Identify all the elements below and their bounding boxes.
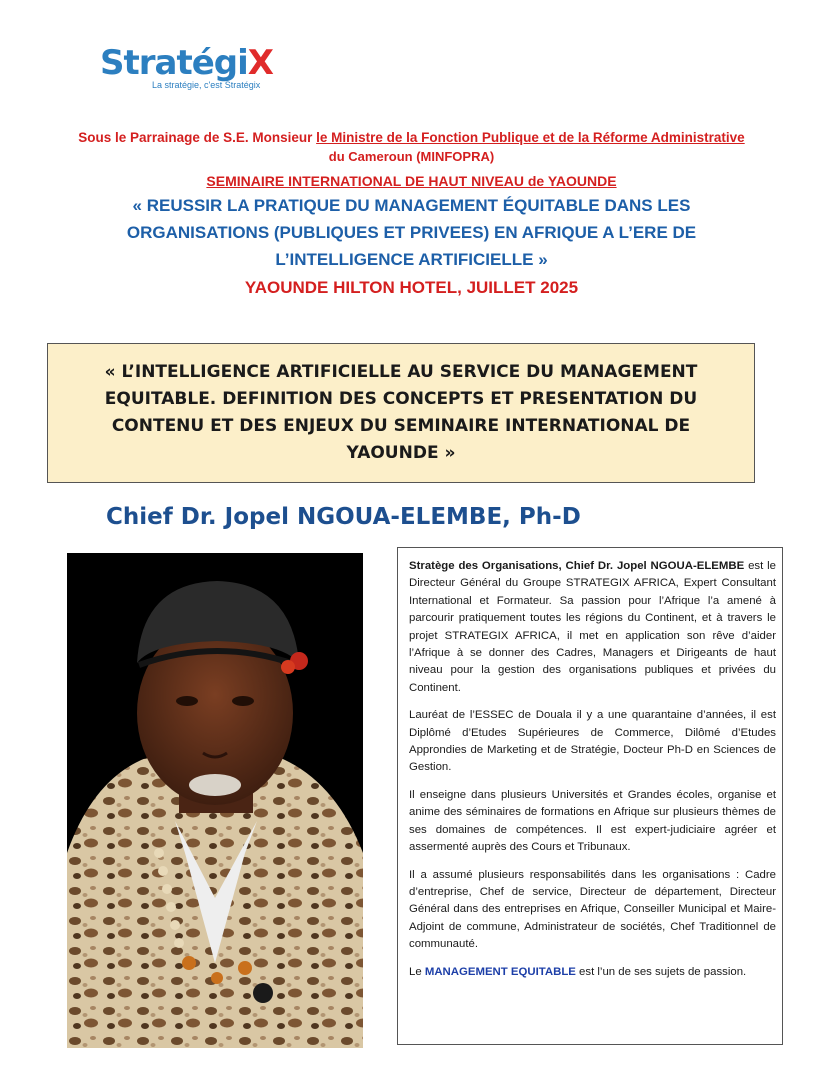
portrait-illustration (67, 553, 363, 1048)
bio-lead: Stratège des Organisations, Chief Dr. Jopel NGOUA-ELEMBE (409, 560, 745, 572)
logo-tagline: La stratégie, c'est Stratégix (152, 80, 261, 90)
seminar-title: SEMINAIRE INTERNATIONAL DE HAUT NIVEAU de YAOUNDE (206, 173, 617, 189)
bio-text: est l’un de ses sujets de passion. (575, 965, 747, 978)
patronage-country: du Cameroun (MINFOPRA) (328, 149, 495, 164)
theme-line: ORGANISATIONS (PUBLIQUES ET PRIVEES) EN AFRIQUE A L’ERE DE (126, 223, 697, 242)
speaker-name: Chief Dr. Jopel NGOUA-ELEMBE, Ph-D (106, 504, 581, 530)
topic-box (47, 343, 755, 483)
event-header (0, 128, 823, 301)
patronage-ministry: le Ministre de la Fonction Publique et de la Réforme Administrative (316, 130, 745, 145)
bio-text: est le Directeur Général du Groupe STRATEGIX AFRICA, Expert Consultant International et Formateur. Sa passion pour l’Afrique l’a amené à parcourir pratiquement toutes les régions du Continent, et à travers le projet STRATEGIX AFRICA, il met en application son rêve d’aider l’Afrique à se donner des Cadres, Managers et Dirigeants de haut niveau pour la gestion des organisations publiques et privées du Continent. (409, 560, 777, 694)
logo-wordmark (100, 44, 280, 82)
topic-line: « L’INTELLIGENCE ARTIFICIELLE AU SERVICE DU MANAGEMENT (104, 362, 698, 382)
bio-paragraph: Il enseigne dans plusieurs Universités et Grandes écoles, organise et anime des séminaires de formations en Afrique sur plusieurs thèmes de ses domaines de compétences. Il est expert-judiciaire agréer et assermenté auprès des Cours et Tribunaux. (409, 788, 776, 854)
topic-line: EQUITABLE. DEFINITION DES CONCEPTS ET PRESENTATION DU (104, 389, 698, 409)
venue-date: YAOUNDE HILTON HOTEL, JUILLET 2025 (244, 278, 579, 297)
topic-line: CONTENU ET DES ENJEUX DU SEMINAIRE INTERNATIONAL DE (111, 416, 691, 436)
theme-line: « REUSSIR LA PRATIQUE DU MANAGEMENT ÉQUITABLE DANS LES (132, 196, 691, 215)
logo-name-x: X (247, 43, 273, 83)
speaker-portrait (67, 553, 363, 1048)
topic-line: YAOUNDE » (346, 443, 456, 463)
bio-text: Le (409, 965, 425, 978)
patronage-line (0, 128, 823, 148)
bio-paragraph: Lauréat de l’ESSEC de Douala il y a une quarantaine d’années, il est Diplômé d’Etudes Supérieures de Commerce, Dilômé d’Etudes Approndies de Marketing et de Stratégie, Docteur Ph-D en Sciences de Gestion. (409, 709, 776, 774)
bio-highlight: MANAGEMENT EQUITABLE (424, 965, 576, 978)
speaker-bio (397, 547, 783, 1045)
bio-paragraph: Il a assumé plusieurs responsabilités dans les organisations : Cadre d’entreprise, Chef de service, Directeur de département, Directeur Général dans des entreprises en Afrique, Conseiller Municipal et Maire-Adjoint de commune, Administrateur de sociétés, Chef Traditionnel de communauté. (409, 868, 776, 951)
topic-title (105, 359, 698, 467)
patronage-prefix: Sous le Parrainage de S.E. Monsieur (78, 130, 317, 145)
bio-paragraph (409, 558, 776, 697)
logo-name-main: Stratégi (100, 43, 248, 83)
stratégix-logo (100, 44, 280, 90)
theme-line: L’INTELLIGENCE ARTIFICIELLE » (275, 250, 548, 269)
bio-paragraph (409, 964, 776, 981)
seminar-theme (0, 192, 823, 273)
